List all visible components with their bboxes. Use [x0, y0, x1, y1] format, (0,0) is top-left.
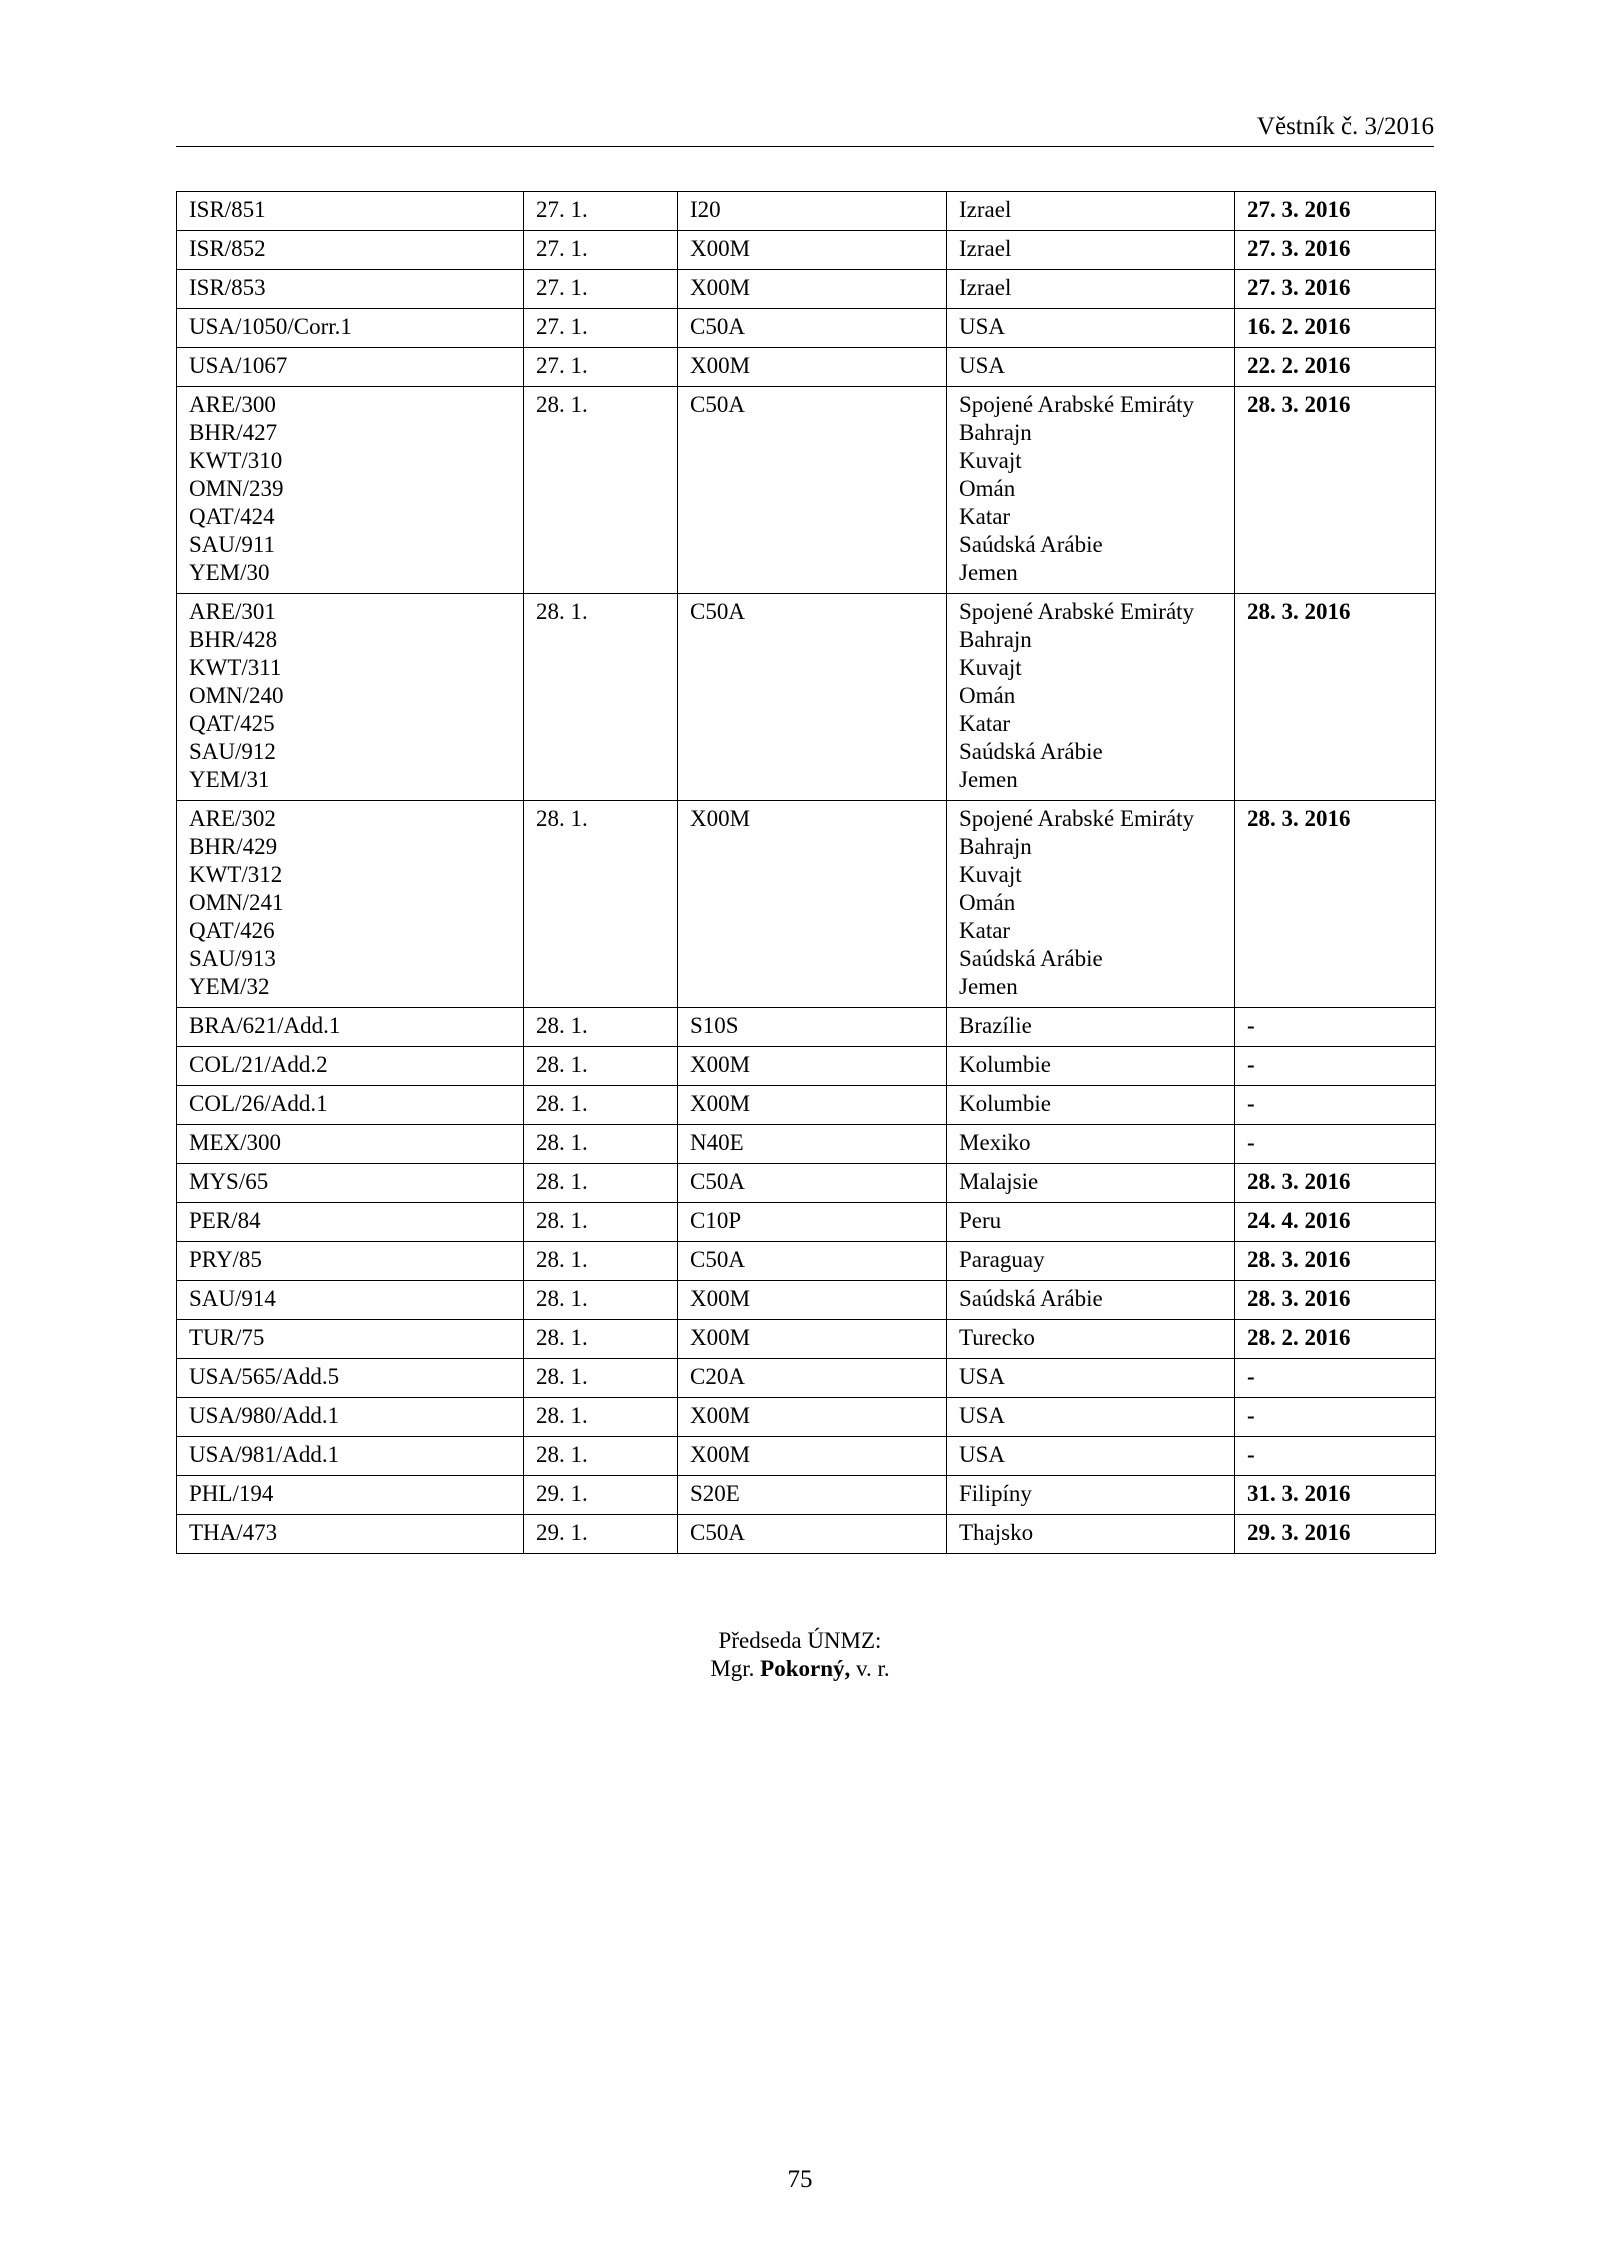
category-cell: C10P	[678, 1203, 947, 1242]
page-header	[176, 112, 1434, 147]
country-cell-line: Spojené Arabské Emiráty	[959, 392, 1195, 417]
category-cell: C50A	[678, 1515, 947, 1554]
table-row	[177, 1437, 1436, 1476]
signatory-role: Předseda ÚNMZ:	[718, 1628, 882, 1653]
country-cell-line: Kolumbie	[959, 1052, 1051, 1077]
notification-code-cell-line: SAU/912	[189, 739, 276, 764]
country-cell-line: Peru	[959, 1208, 1002, 1233]
signatory-suffix: v. r.	[856, 1656, 890, 1681]
notification-code-cell-line: ISR/852	[189, 236, 266, 261]
country-cell-line: Brazílie	[959, 1013, 1032, 1038]
country-cell-line: Turecko	[959, 1325, 1035, 1350]
notification-code-cell-line: THA/473	[189, 1520, 278, 1545]
notification-code-cell-line: USA/565/Add.5	[189, 1364, 340, 1389]
category-cell: X00M	[678, 1086, 947, 1125]
country-cell	[947, 801, 1235, 1008]
category-cell: C50A	[678, 309, 947, 348]
country-cell-line: Kuvajt	[959, 655, 1022, 680]
country-cell	[947, 192, 1235, 231]
country-cell-line: Saúdská Arábie	[959, 1286, 1103, 1311]
notification-code-cell	[177, 1242, 524, 1281]
table-row	[177, 801, 1436, 1008]
country-cell-line: Saúdská Arábie	[959, 946, 1103, 971]
notification-code-cell-line: QAT/424	[189, 504, 275, 529]
country-cell-line: Omán	[959, 890, 1016, 915]
notification-code-cell-line: PRY/85	[189, 1247, 262, 1272]
country-cell	[947, 348, 1235, 387]
deadline-cell: 28. 3. 2016	[1235, 1242, 1436, 1281]
category-cell: X00M	[678, 801, 947, 1008]
deadline-cell: 16. 2. 2016	[1235, 309, 1436, 348]
country-cell-line: Spojené Arabské Emiráty	[959, 806, 1195, 831]
table-row	[177, 1125, 1436, 1164]
category-cell: C50A	[678, 1242, 947, 1281]
notification-code-cell-line: COL/21/Add.2	[189, 1052, 328, 1077]
deadline-cell: -	[1235, 1398, 1436, 1437]
notification-code-cell	[177, 1437, 524, 1476]
notification-code-cell-line: OMN/239	[189, 476, 284, 501]
country-cell-line: Jemen	[959, 560, 1018, 585]
notification-code-cell-line: KWT/312	[189, 862, 283, 887]
notification-code-cell	[177, 1164, 524, 1203]
signature-block	[0, 1627, 1600, 1683]
date-cell: 27. 1.	[524, 192, 678, 231]
notification-code-cell-line: KWT/311	[189, 655, 282, 680]
country-cell	[947, 1203, 1235, 1242]
category-cell: S20E	[678, 1476, 947, 1515]
notification-code-cell	[177, 1047, 524, 1086]
country-cell-line: USA	[959, 1403, 1006, 1428]
category-cell: X00M	[678, 270, 947, 309]
notification-code-cell-line: OMN/240	[189, 683, 284, 708]
country-cell-line: Paraguay	[959, 1247, 1045, 1272]
deadline-cell: 29. 3. 2016	[1235, 1515, 1436, 1554]
table-row	[177, 1008, 1436, 1047]
country-cell-line: Mexiko	[959, 1130, 1031, 1155]
notification-code-cell-line: USA/1050/Corr.1	[189, 314, 352, 339]
country-cell-line: USA	[959, 353, 1006, 378]
country-cell-line: Omán	[959, 683, 1016, 708]
notification-code-cell	[177, 1125, 524, 1164]
deadline-cell: 27. 3. 2016	[1235, 270, 1436, 309]
date-cell: 28. 1.	[524, 1086, 678, 1125]
country-cell-line: Izrael	[959, 275, 1012, 300]
category-cell: C20A	[678, 1359, 947, 1398]
notification-code-cell-line: ARE/301	[189, 599, 276, 624]
country-cell-line: USA	[959, 1442, 1006, 1467]
date-cell: 28. 1.	[524, 1008, 678, 1047]
deadline-cell: 28. 3. 2016	[1235, 1164, 1436, 1203]
table-row	[177, 231, 1436, 270]
country-cell-line: Omán	[959, 476, 1016, 501]
country-cell-line: Jemen	[959, 974, 1018, 999]
country-cell	[947, 387, 1235, 594]
country-cell	[947, 270, 1235, 309]
country-cell	[947, 1242, 1235, 1281]
table-row	[177, 1047, 1436, 1086]
notification-code-cell	[177, 231, 524, 270]
notification-code-cell-line: ISR/853	[189, 275, 266, 300]
date-cell: 28. 1.	[524, 594, 678, 801]
category-cell: X00M	[678, 348, 947, 387]
country-cell	[947, 1164, 1235, 1203]
table-row	[177, 594, 1436, 801]
country-cell-line: Bahrajn	[959, 420, 1032, 445]
notification-code-cell-line: KWT/310	[189, 448, 283, 473]
notification-code-cell-line: COL/26/Add.1	[189, 1091, 328, 1116]
table-row	[177, 1476, 1436, 1515]
notification-code-cell-line: BHR/429	[189, 834, 278, 859]
notification-code-cell-line: ARE/302	[189, 806, 276, 831]
notification-code-cell-line: ARE/300	[189, 392, 276, 417]
notification-code-cell-line: QAT/426	[189, 918, 275, 943]
table-row	[177, 270, 1436, 309]
country-cell-line: Saúdská Arábie	[959, 739, 1103, 764]
notification-code-cell-line: YEM/30	[189, 560, 270, 585]
country-cell	[947, 1320, 1235, 1359]
notification-code-cell	[177, 192, 524, 231]
date-cell: 28. 1.	[524, 1203, 678, 1242]
country-cell-line: Katar	[959, 711, 1011, 736]
deadline-cell: 27. 3. 2016	[1235, 192, 1436, 231]
category-cell: X00M	[678, 1398, 947, 1437]
date-cell: 28. 1.	[524, 1437, 678, 1476]
country-cell-line: USA	[959, 314, 1006, 339]
notification-code-cell-line: BHR/428	[189, 627, 278, 652]
category-cell: S10S	[678, 1008, 947, 1047]
category-cell: I20	[678, 192, 947, 231]
category-cell: C50A	[678, 1164, 947, 1203]
category-cell: C50A	[678, 387, 947, 594]
notification-code-cell-line: ISR/851	[189, 197, 266, 222]
notification-code-cell	[177, 1281, 524, 1320]
date-cell: 29. 1.	[524, 1476, 678, 1515]
deadline-cell: 27. 3. 2016	[1235, 231, 1436, 270]
deadline-cell: 28. 3. 2016	[1235, 1281, 1436, 1320]
date-cell: 28. 1.	[524, 1164, 678, 1203]
notification-code-cell-line: SAU/913	[189, 946, 276, 971]
country-cell	[947, 1437, 1235, 1476]
country-cell-line: Filipíny	[959, 1481, 1032, 1506]
notification-code-cell-line: USA/1067	[189, 353, 288, 378]
table-row	[177, 1398, 1436, 1437]
country-cell-line: Izrael	[959, 236, 1012, 261]
date-cell: 27. 1.	[524, 270, 678, 309]
country-cell-line: Thajsko	[959, 1520, 1034, 1545]
category-cell: C50A	[678, 594, 947, 801]
notification-code-cell-line: SAU/911	[189, 532, 276, 557]
notifications-table	[176, 191, 1436, 1554]
deadline-cell: 31. 3. 2016	[1235, 1476, 1436, 1515]
deadline-cell: -	[1235, 1008, 1436, 1047]
date-cell: 27. 1.	[524, 348, 678, 387]
table-row	[177, 1281, 1436, 1320]
date-cell: 28. 1.	[524, 1242, 678, 1281]
notification-code-cell	[177, 1086, 524, 1125]
country-cell	[947, 1125, 1235, 1164]
country-cell-line: Katar	[959, 918, 1011, 943]
deadline-cell: -	[1235, 1125, 1436, 1164]
date-cell: 28. 1.	[524, 1281, 678, 1320]
country-cell	[947, 309, 1235, 348]
publication-title: Věstník č. 3/2016	[1256, 113, 1434, 140]
signatory-name: Pokorný,	[760, 1656, 851, 1681]
country-cell-line: USA	[959, 1364, 1006, 1389]
notification-code-cell	[177, 1203, 524, 1242]
country-cell-line: Kuvajt	[959, 862, 1022, 887]
country-cell	[947, 1515, 1235, 1554]
deadline-cell: 28. 3. 2016	[1235, 801, 1436, 1008]
notification-code-cell	[177, 1359, 524, 1398]
date-cell: 29. 1.	[524, 1515, 678, 1554]
country-cell-line: Katar	[959, 504, 1011, 529]
notification-code-cell-line: TUR/75	[189, 1325, 265, 1350]
deadline-cell: 28. 3. 2016	[1235, 594, 1436, 801]
date-cell: 28. 1.	[524, 1320, 678, 1359]
notification-code-cell-line: YEM/31	[189, 767, 270, 792]
country-cell-line: Saúdská Arábie	[959, 532, 1103, 557]
country-cell-line: Izrael	[959, 197, 1012, 222]
table-row	[177, 1359, 1436, 1398]
notification-code-cell-line: USA/981/Add.1	[189, 1442, 340, 1467]
notification-code-cell-line: USA/980/Add.1	[189, 1403, 340, 1428]
deadline-cell: 28. 3. 2016	[1235, 387, 1436, 594]
deadline-cell: -	[1235, 1086, 1436, 1125]
notification-code-cell-line: BHR/427	[189, 420, 278, 445]
country-cell	[947, 231, 1235, 270]
table-row	[177, 1320, 1436, 1359]
country-cell	[947, 1398, 1235, 1437]
table-row	[177, 387, 1436, 594]
country-cell-line: Bahrajn	[959, 834, 1032, 859]
deadline-cell: -	[1235, 1359, 1436, 1398]
notification-code-cell	[177, 1476, 524, 1515]
category-cell: X00M	[678, 1281, 947, 1320]
country-cell	[947, 594, 1235, 801]
country-cell-line: Bahrajn	[959, 627, 1032, 652]
notification-code-cell-line: MEX/300	[189, 1130, 281, 1155]
country-cell	[947, 1359, 1235, 1398]
date-cell: 28. 1.	[524, 1398, 678, 1437]
table-row	[177, 192, 1436, 231]
notification-code-cell	[177, 387, 524, 594]
date-cell: 28. 1.	[524, 801, 678, 1008]
notification-code-cell	[177, 1008, 524, 1047]
notification-code-cell	[177, 270, 524, 309]
country-cell-line: Jemen	[959, 767, 1018, 792]
country-cell	[947, 1476, 1235, 1515]
deadline-cell: 24. 4. 2016	[1235, 1203, 1436, 1242]
notification-code-cell	[177, 1515, 524, 1554]
notification-code-cell-line: PER/84	[189, 1208, 261, 1233]
date-cell: 27. 1.	[524, 309, 678, 348]
category-cell: X00M	[678, 1437, 947, 1476]
signatory-line	[0, 1655, 1600, 1683]
notification-code-cell-line: OMN/241	[189, 890, 284, 915]
table-row	[177, 309, 1436, 348]
category-cell: X00M	[678, 1320, 947, 1359]
deadline-cell: 28. 2. 2016	[1235, 1320, 1436, 1359]
country-cell	[947, 1047, 1235, 1086]
category-cell: N40E	[678, 1125, 947, 1164]
table-row	[177, 348, 1436, 387]
notification-code-cell	[177, 1398, 524, 1437]
country-cell-line: Kuvajt	[959, 448, 1022, 473]
table-row	[177, 1203, 1436, 1242]
notification-code-cell-line: QAT/425	[189, 711, 275, 736]
table-body	[177, 192, 1436, 1554]
notification-code-cell	[177, 594, 524, 801]
table-row	[177, 1242, 1436, 1281]
notification-code-cell-line: MYS/65	[189, 1169, 269, 1194]
date-cell: 28. 1.	[524, 1047, 678, 1086]
country-cell	[947, 1008, 1235, 1047]
country-cell	[947, 1281, 1235, 1320]
category-cell: X00M	[678, 1047, 947, 1086]
deadline-cell: -	[1235, 1437, 1436, 1476]
country-cell-line: Malajsie	[959, 1169, 1039, 1194]
notification-code-cell	[177, 309, 524, 348]
deadline-cell: 22. 2. 2016	[1235, 348, 1436, 387]
date-cell: 28. 1.	[524, 1125, 678, 1164]
country-cell-line: Kolumbie	[959, 1091, 1051, 1116]
notification-code-cell	[177, 348, 524, 387]
date-cell: 27. 1.	[524, 231, 678, 270]
date-cell: 28. 1.	[524, 1359, 678, 1398]
page-number: 75	[787, 2166, 813, 2193]
notification-code-cell	[177, 801, 524, 1008]
notification-code-cell-line: YEM/32	[189, 974, 270, 999]
country-cell	[947, 1086, 1235, 1125]
table-row	[177, 1086, 1436, 1125]
table-row	[177, 1164, 1436, 1203]
notification-code-cell	[177, 1320, 524, 1359]
notification-code-cell-line: BRA/621/Add.1	[189, 1013, 341, 1038]
category-cell: X00M	[678, 231, 947, 270]
deadline-cell: -	[1235, 1047, 1436, 1086]
date-cell: 28. 1.	[524, 387, 678, 594]
notification-code-cell-line: PHL/194	[189, 1481, 274, 1506]
country-cell-line: Spojené Arabské Emiráty	[959, 599, 1195, 624]
signatory-title: Mgr.	[710, 1656, 755, 1681]
notification-code-cell-line: SAU/914	[189, 1286, 276, 1311]
table-row	[177, 1515, 1436, 1554]
